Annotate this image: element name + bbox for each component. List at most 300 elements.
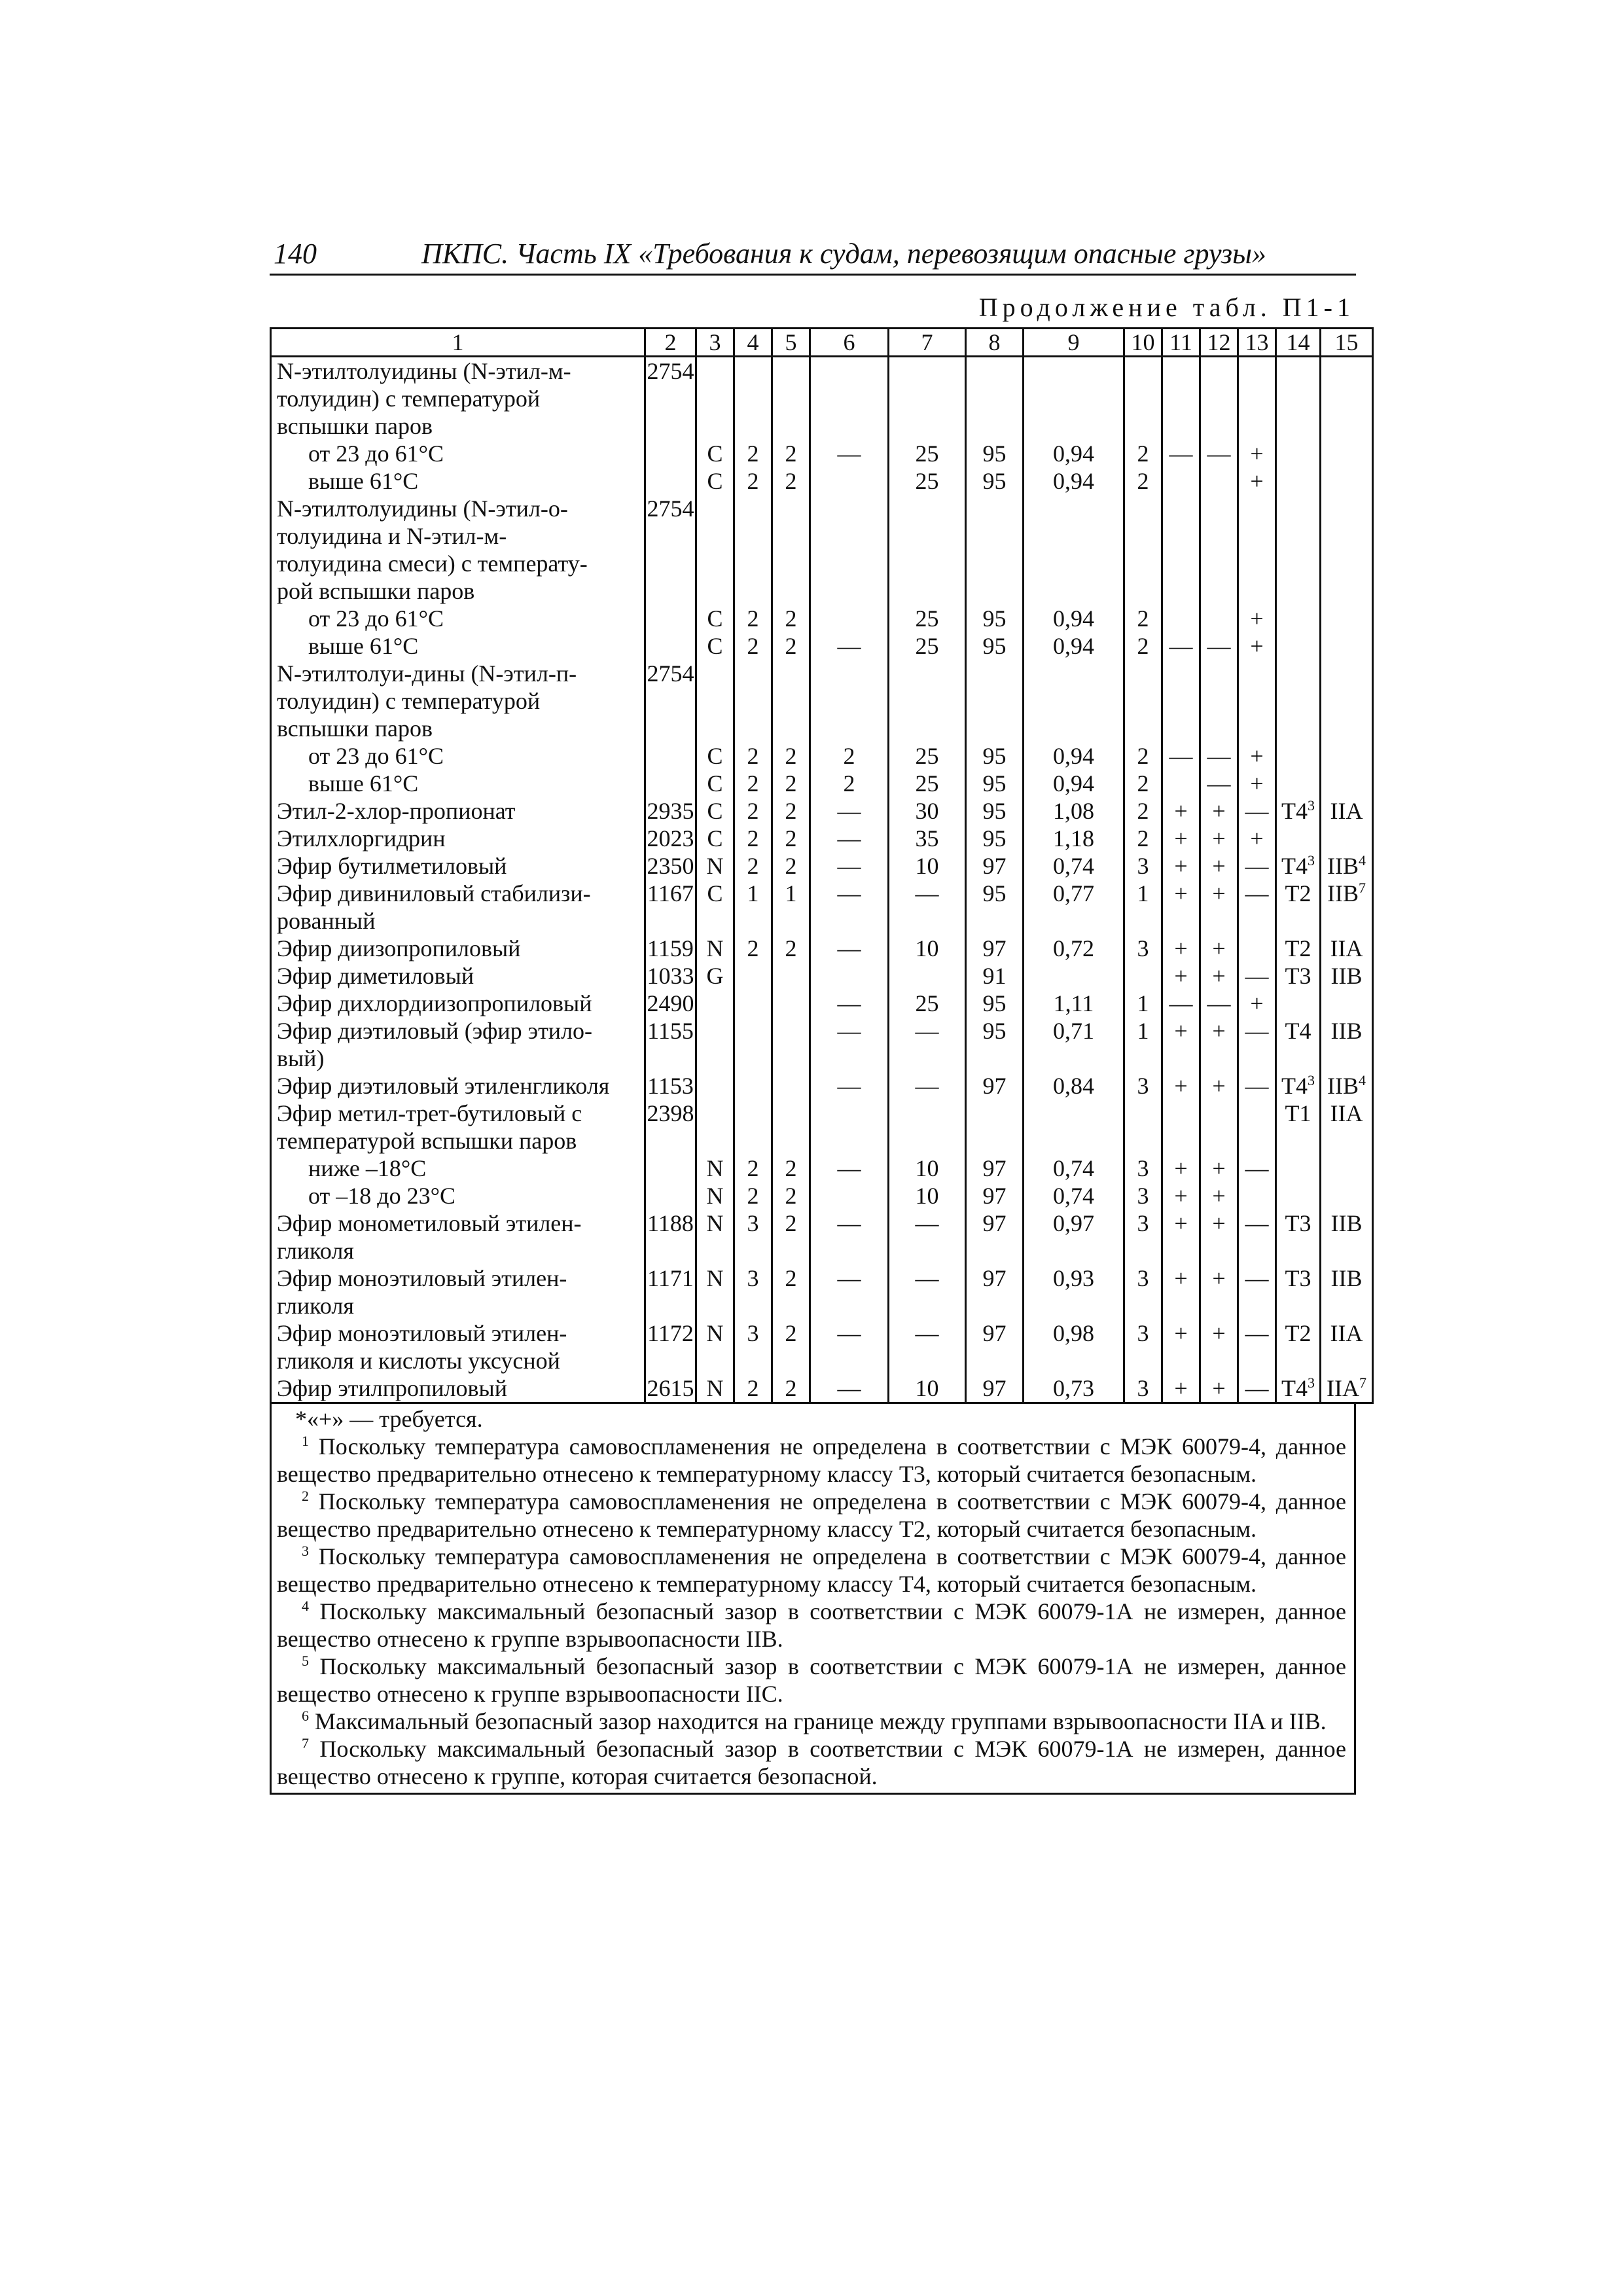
cell-col-5 [772,1319,810,1347]
cell-value: — [915,880,939,906]
cell-value: G [706,963,724,989]
cell-value: + [1212,825,1226,852]
cell-col-2 [645,1017,696,1045]
cell-col-13 [1238,880,1276,907]
running-title: ПКПС. Часть IX «Требования к судам, перевозящим опасные грузы» [421,238,1266,270]
cell-value: 0,77 [1053,880,1094,906]
cell-col-14 [1276,797,1321,825]
table-row [271,550,1373,577]
cell-value: С [707,770,723,797]
cell-col-7 [889,522,966,550]
cell-col-6 [810,797,889,825]
cell-value: + [1212,1375,1226,1401]
cell-col-10 [1124,385,1162,412]
cell-col-5 [772,962,810,990]
cell-col-10 [1124,1210,1162,1237]
cell-value: 97 [982,853,1007,879]
cell-col-11 [1162,632,1200,660]
cell-col-6 [810,1265,889,1292]
footnote [277,1433,1346,1488]
cell-value: С [707,605,723,632]
cell-col-5 [772,825,810,852]
cell-col-6 [810,440,889,467]
cell-col-6 [810,550,889,577]
cell-value: + [1174,963,1188,989]
cell-col-3 [696,935,734,962]
cell-col-12 [1200,687,1238,715]
cell-value: 10 [915,1155,939,1181]
cell-col-7 [889,660,966,687]
cell-col-7 [889,1127,966,1155]
cell-col-2 [645,797,696,825]
cell-col-15 [1321,550,1373,577]
footnote-ref: 7 [1359,1374,1366,1391]
cell-value: 10 [915,1375,939,1401]
cell-col-6 [810,1072,889,1100]
cell-col-8 [966,1237,1024,1265]
cell-col-12 [1200,715,1238,742]
cell-col-12 [1200,880,1238,907]
cell-col-8 [966,1347,1024,1374]
cell-col-11 [1162,440,1200,467]
cell-col-6 [810,1017,889,1045]
cell-value: + [1174,1375,1188,1401]
cell-value: 10 [915,1183,939,1209]
column-header-12: 12 [1200,329,1238,357]
footnote-text: Поскольку максимальный безопасный зазор в соответствии с МЭК 60079-1А не измерен, данное вещество отнесено к группе взрывоопасности IIC. [277,1653,1347,1707]
cell-col-11 [1162,770,1200,797]
table-row [271,1072,1373,1100]
cell-value: + [1250,633,1264,659]
cell-value: 1 [1137,1018,1149,1044]
cell-col-11 [1162,1347,1200,1374]
cell-col-7 [889,907,966,935]
column-header-5: 5 [772,329,810,357]
cell-col-6 [810,880,889,907]
cell-value: 97 [982,935,1007,961]
cell-value: 97 [982,1155,1007,1181]
cell-col-13 [1238,1100,1276,1127]
cell-col-11 [1162,1072,1200,1100]
cell-col-15 [1321,797,1373,825]
cell-value: + [1174,1265,1188,1291]
cell-col-8 [966,385,1024,412]
cell-col-2 [645,605,696,632]
cell-value: — [1207,633,1231,659]
cell-value: — [837,880,861,906]
cell-col-4 [734,797,772,825]
cell-col-2 [645,357,696,386]
cell-value: + [1212,1155,1226,1181]
cell-col-2 [645,1319,696,1347]
cell-col-4 [734,467,772,495]
cell-col-8 [966,880,1024,907]
cell-value: 2 [747,440,759,467]
cell-col-7 [889,495,966,522]
cell-col-9 [1024,1182,1124,1210]
footnote [277,1488,1346,1543]
table-row [271,357,1373,386]
substance-name-cell: рованный [271,907,645,935]
cell-col-2 [645,770,696,797]
cell-col-3 [696,1237,734,1265]
cell-col-6 [810,412,889,440]
cell-col-9 [1024,962,1124,990]
cell-col-13 [1238,605,1276,632]
cell-value: — [837,1375,861,1401]
cell-value: IIB [1327,1073,1359,1099]
table-row [271,467,1373,495]
footnote-ref: 7 [1359,880,1366,896]
cell-col-7 [889,412,966,440]
cell-value: — [837,1018,861,1044]
cell-col-8 [966,1017,1024,1045]
table-row [271,1347,1373,1374]
cell-col-4 [734,1017,772,1045]
cell-value: 0,94 [1053,743,1094,769]
table-row [271,605,1373,632]
cell-col-8 [966,440,1024,467]
cell-col-14 [1276,962,1321,990]
cell-col-6 [810,825,889,852]
table-row [271,880,1373,907]
cell-col-10 [1124,1072,1162,1100]
cell-col-4 [734,550,772,577]
cell-col-6 [810,1100,889,1127]
cell-col-4 [734,660,772,687]
cell-col-4 [734,687,772,715]
cell-col-6 [810,852,889,880]
cell-col-10 [1124,577,1162,605]
cell-value: — [1169,633,1193,659]
cell-value: 95 [982,825,1007,852]
cell-col-3 [696,1182,734,1210]
cell-col-6 [810,495,889,522]
cell-col-15 [1321,880,1373,907]
cell-col-9 [1024,1292,1124,1319]
table-row [271,1237,1373,1265]
cell-value: — [1245,880,1269,906]
cell-col-11 [1162,1127,1200,1155]
cell-col-2 [645,385,696,412]
cell-value: + [1212,963,1226,989]
cell-col-11 [1162,880,1200,907]
table-row [271,990,1373,1017]
cell-value: + [1174,1183,1188,1209]
cell-col-4 [734,1347,772,1374]
cell-col-11 [1162,1237,1200,1265]
substance-name-cell: Эфир диметиловый [271,962,645,990]
cell-col-12 [1200,385,1238,412]
cell-col-4 [734,770,772,797]
cell-col-10 [1124,660,1162,687]
cell-col-7 [889,1347,966,1374]
substance-name-cell: гликоля и кислоты уксусной [271,1347,645,1374]
cell-col-4 [734,1072,772,1100]
cell-col-15 [1321,687,1373,715]
cell-col-8 [966,797,1024,825]
cell-value: Т1 [1285,1100,1311,1126]
cell-col-8 [966,605,1024,632]
cell-col-10 [1124,770,1162,797]
cell-col-4 [734,495,772,522]
cell-col-9 [1024,770,1124,797]
cell-value: Т3 [1285,963,1311,989]
cell-col-10 [1124,1265,1162,1292]
cell-col-5 [772,770,810,797]
cell-col-8 [966,825,1024,852]
cell-col-8 [966,1319,1024,1347]
cell-col-14 [1276,1292,1321,1319]
table-row [271,1127,1373,1155]
cell-col-13 [1238,577,1276,605]
cell-value: С [707,880,723,906]
cell-col-11 [1162,742,1200,770]
cell-col-13 [1238,825,1276,852]
cell-value: 2023 [647,825,694,852]
table-row [271,1155,1373,1182]
cell-col-9 [1024,440,1124,467]
cell-value: 2 [747,935,759,961]
cell-value: + [1250,605,1264,632]
cell-col-11 [1162,1265,1200,1292]
cell-col-4 [734,1265,772,1292]
cell-value: + [1212,1320,1226,1346]
cell-value: С [707,440,723,467]
cell-col-2 [645,440,696,467]
cell-value: 2 [747,1155,759,1181]
cell-col-13 [1238,440,1276,467]
cell-col-6 [810,1347,889,1374]
cell-col-9 [1024,1265,1124,1292]
cell-value: 2 [747,825,759,852]
cell-col-13 [1238,1347,1276,1374]
column-header-1: 1 [271,329,645,357]
substance-name-cell: Эфир диизопропиловый [271,935,645,962]
cell-col-4 [734,522,772,550]
cell-col-11 [1162,1045,1200,1072]
cell-col-14 [1276,1347,1321,1374]
cell-col-10 [1124,1237,1162,1265]
cell-value: 3 [747,1210,759,1236]
cell-value: Т4 [1285,1018,1311,1044]
cell-col-14 [1276,990,1321,1017]
cell-col-11 [1162,550,1200,577]
cell-col-12 [1200,742,1238,770]
cell-col-7 [889,797,966,825]
cell-col-7 [889,1072,966,1100]
cell-col-2 [645,1045,696,1072]
cell-col-2 [645,522,696,550]
cell-col-9 [1024,467,1124,495]
cell-col-15 [1321,1292,1373,1319]
cell-col-11 [1162,605,1200,632]
cell-value: + [1250,990,1264,1016]
cell-value: 2 [747,605,759,632]
cell-value: 2 [785,1210,797,1236]
cell-value: 1188 [647,1210,694,1236]
cell-col-2 [645,467,696,495]
cell-col-13 [1238,1237,1276,1265]
cell-value: 2 [747,743,759,769]
cell-value: 2 [1137,743,1149,769]
cell-value: 95 [982,990,1007,1016]
cell-value: + [1212,880,1226,906]
cell-col-3 [696,770,734,797]
cell-col-8 [966,1072,1024,1100]
cell-value: 1155 [647,1018,694,1044]
cell-value: IIB [1330,1265,1363,1291]
cell-col-8 [966,577,1024,605]
cell-col-11 [1162,1100,1200,1127]
cell-col-12 [1200,935,1238,962]
cell-col-8 [966,522,1024,550]
column-header-15: 15 [1321,329,1373,357]
cell-col-2 [645,1210,696,1237]
cell-col-3 [696,715,734,742]
cell-col-15 [1321,1182,1373,1210]
table-row [271,962,1373,990]
footnote [277,1653,1346,1708]
cell-col-4 [734,962,772,990]
cell-value: Т4 [1281,1375,1308,1401]
cell-value: 0,94 [1053,468,1094,494]
cell-col-13 [1238,1045,1276,1072]
cell-col-12 [1200,1182,1238,1210]
cell-value: 2 [843,770,855,797]
cell-col-6 [810,357,889,386]
cell-col-3 [696,605,734,632]
cell-col-5 [772,742,810,770]
cell-value: + [1212,1210,1226,1236]
cell-col-14 [1276,1155,1321,1182]
cell-col-9 [1024,357,1124,386]
cell-value: 2 [785,1155,797,1181]
cell-col-14 [1276,1319,1321,1347]
substance-name-cell: гликоля [271,1292,645,1319]
cell-value: — [1169,743,1193,769]
substance-name-cell: Этил-2-хлор-пропионат [271,797,645,825]
cell-col-15 [1321,385,1373,412]
page-number: 140 [274,238,317,270]
cell-col-9 [1024,907,1124,935]
cell-value: 1172 [647,1320,694,1346]
cell-col-14 [1276,1127,1321,1155]
footnote-number: 5 [302,1653,309,1669]
cell-col-6 [810,1155,889,1182]
cell-col-5 [772,715,810,742]
substance-name-cell: выше 61°С [271,770,645,797]
cell-col-15 [1321,605,1373,632]
cell-value: 1 [747,880,759,906]
cell-col-8 [966,495,1024,522]
cell-col-3 [696,1045,734,1072]
cell-col-11 [1162,660,1200,687]
cell-col-10 [1124,522,1162,550]
cell-value: 0,97 [1053,1210,1094,1236]
cell-col-11 [1162,797,1200,825]
cell-col-12 [1200,660,1238,687]
cell-col-12 [1200,522,1238,550]
cell-col-10 [1124,742,1162,770]
table-footnotes [270,1404,1356,1795]
footnote-number: 2 [302,1488,309,1504]
cell-col-3 [696,1127,734,1155]
cell-col-8 [966,715,1024,742]
cell-col-7 [889,770,966,797]
column-header-8: 8 [966,329,1024,357]
cell-value: 1 [1137,880,1149,906]
cell-col-7 [889,880,966,907]
cell-col-5 [772,632,810,660]
table-row [271,632,1373,660]
cell-col-14 [1276,1374,1321,1403]
cell-value: — [915,1210,939,1236]
cell-value: — [1245,1155,1269,1181]
cell-value: 2 [1137,605,1149,632]
cell-col-10 [1124,605,1162,632]
cell-col-5 [772,522,810,550]
cell-col-12 [1200,1045,1238,1072]
cell-col-2 [645,1265,696,1292]
substance-name-cell: Этилхлоргидрин [271,825,645,852]
cell-col-8 [966,467,1024,495]
cell-value: 0,72 [1053,935,1094,961]
cell-col-8 [966,907,1024,935]
cell-col-14 [1276,550,1321,577]
cell-col-13 [1238,412,1276,440]
cell-value: — [1169,990,1193,1016]
cell-col-12 [1200,550,1238,577]
table-row [271,385,1373,412]
cell-col-3 [696,907,734,935]
cell-col-3 [696,660,734,687]
cell-value: 10 [915,935,939,961]
cell-col-8 [966,660,1024,687]
cell-col-7 [889,1155,966,1182]
cell-col-8 [966,935,1024,962]
cell-col-5 [772,577,810,605]
cell-col-6 [810,687,889,715]
cell-col-12 [1200,852,1238,880]
cell-value: С [707,825,723,852]
substance-name-cell: Эфир диэтиловый (эфир этило- [271,1017,645,1045]
cell-value: N [706,1210,724,1236]
cell-col-2 [645,550,696,577]
cell-col-7 [889,715,966,742]
cell-value: 2 [747,468,759,494]
table-row [271,687,1373,715]
cell-col-12 [1200,825,1238,852]
cell-col-9 [1024,495,1124,522]
cell-col-11 [1162,1210,1200,1237]
cell-value: 25 [915,990,939,1016]
column-header-14: 14 [1276,329,1321,357]
cell-col-7 [889,742,966,770]
cell-value: 2754 [647,495,694,522]
cell-col-15 [1321,1100,1373,1127]
cell-col-4 [734,1319,772,1347]
cell-col-8 [966,357,1024,386]
cell-value: — [915,1265,939,1291]
cell-col-6 [810,1374,889,1403]
cell-col-4 [734,1155,772,1182]
cell-col-14 [1276,1045,1321,1072]
cell-col-4 [734,1045,772,1072]
footnote [277,1598,1346,1653]
cell-value: С [707,633,723,659]
cell-col-9 [1024,1100,1124,1127]
